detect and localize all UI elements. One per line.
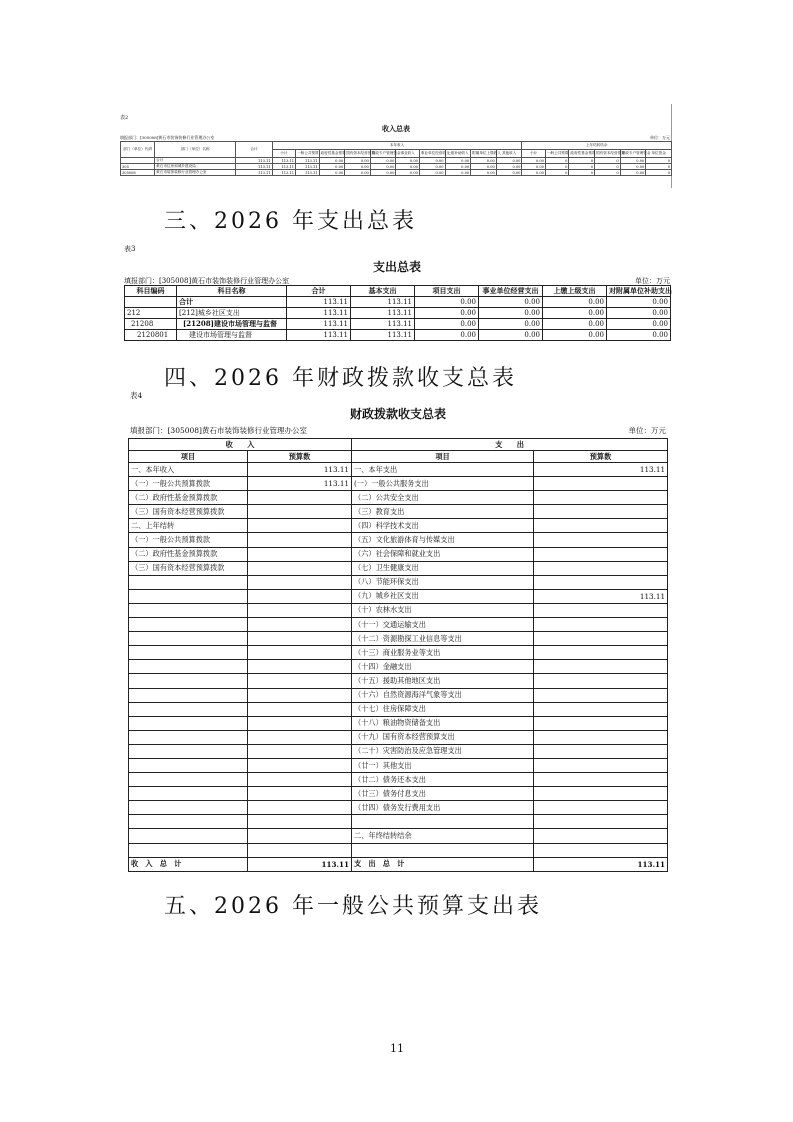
table3-row <box>129 603 668 617</box>
expense-item-cell: （六）社会保障和就业支出 <box>352 547 534 561</box>
income-item-cell <box>129 632 248 646</box>
table2-value-cell: 113.11 <box>351 297 415 308</box>
table2-value-cell: 113.11 <box>287 319 351 330</box>
table1-header-cell: 合计 <box>236 142 272 158</box>
table1-value-cell: 0.00 <box>319 158 345 164</box>
income-item-cell: （三）国有资本经营预算拨款 <box>129 561 248 575</box>
table1-value-cell: 0.00 <box>471 164 497 170</box>
table3-row <box>129 744 668 758</box>
table1-value-cell: 0.00 <box>345 170 371 176</box>
expense-total-label: 支 出 总 计 <box>352 857 534 871</box>
expense-item-cell: 一、本年支出 <box>352 463 534 477</box>
expense-amount-cell <box>534 674 668 688</box>
expense-header: 支 出 <box>352 439 668 451</box>
income-item-cell <box>129 660 248 674</box>
income-amount-cell <box>248 618 352 632</box>
table2-value-cell: 0.00 <box>415 319 479 330</box>
table2-row <box>125 319 671 330</box>
expense-amount-cell <box>534 477 668 491</box>
table1-header-cell: 部门（单位）代码 <box>121 142 155 158</box>
table3-title: 财政拨款收支总表 <box>349 407 446 421</box>
table1-value-cell: 0 <box>595 170 621 176</box>
income-amount-cell <box>248 533 352 547</box>
expense-amount-cell <box>534 773 668 787</box>
table3-row <box>129 787 668 801</box>
income-total-label: 收 入 总 计 <box>129 857 248 871</box>
table1-value-cell: 0 <box>569 170 595 176</box>
table1-value-cell: 0.00 <box>370 164 396 170</box>
table3-unit: 单位：万元 <box>628 426 666 435</box>
table3-row <box>129 829 668 843</box>
table3-row <box>129 773 668 787</box>
table1-name-cell: 合计 <box>155 158 236 164</box>
table3-row <box>129 758 668 772</box>
income-item-cell: 一、本年收入 <box>129 463 248 477</box>
expense-amount-cell <box>534 801 668 815</box>
table1-header-cell: 政府性基金预算 <box>319 150 345 158</box>
expense-item-cell: （十二）资源勘探工业信息等支出 <box>352 632 534 646</box>
income-item-cell <box>129 829 248 843</box>
expense-item-cell: （十三）商业服务业等支出 <box>352 646 534 660</box>
table2-value-cell: 0.00 <box>543 319 607 330</box>
table1-header-cell: 事业单位经营收入 <box>419 150 445 158</box>
expense-amount-cell <box>534 632 668 646</box>
expense-item-cell: （十六）自然资源海洋气象等支出 <box>352 688 534 702</box>
table1-header-cell: 单位资金 <box>646 150 672 158</box>
table3-header-row <box>129 439 668 451</box>
table1-value-cell: 113.11 <box>236 158 272 164</box>
table1-header-row <box>121 142 672 150</box>
table3-header-row <box>129 451 668 463</box>
income-item-cell <box>129 773 248 787</box>
table1-name-cell: 黄石市装饰装修行业管理办公室 <box>155 170 236 176</box>
table1-title: 收入总表 <box>382 124 410 133</box>
table1-value-cell: 0 <box>569 158 595 164</box>
expense-item-cell: （廿二）债务还本支出 <box>352 773 534 787</box>
expense-amount-cell <box>534 519 668 533</box>
expense-item-cell: （廿四）债务发行费用支出 <box>352 801 534 815</box>
expense-item-cell: （十）农林水支出 <box>352 603 534 617</box>
table2-row <box>125 308 671 319</box>
table3-row <box>129 815 668 829</box>
table1-row <box>121 170 672 176</box>
income-amount-cell <box>248 519 352 533</box>
income-amount-cell <box>248 730 352 744</box>
table1-label: 表2 <box>120 115 129 121</box>
table1-header-cell: 国有资本经营预算 <box>345 150 371 158</box>
table2-value-cell: 113.11 <box>351 308 415 319</box>
income-amount-cell <box>248 575 352 589</box>
table1-value-cell: 0.00 <box>445 158 471 164</box>
table1-code-cell: 305008 <box>121 170 155 176</box>
table1-value-cell: 0 <box>545 170 568 176</box>
expense-amount-cell <box>534 646 668 660</box>
table2-code-cell: 212 <box>125 308 177 319</box>
table1-value-cell: 113.11 <box>272 170 295 176</box>
income-item-cell <box>129 702 248 716</box>
table2-value-cell: 0.00 <box>479 308 543 319</box>
income-amount-cell <box>248 829 352 843</box>
income-amount-cell <box>248 603 352 617</box>
table1-unit: 单位：万元 <box>650 135 670 140</box>
table2-row <box>125 297 671 308</box>
expense-amount-cell: 113.11 <box>534 589 668 603</box>
table2-header-cell: 科目编码 <box>125 286 177 297</box>
income-item-cell <box>129 674 248 688</box>
table3-row <box>129 533 668 547</box>
table3-row <box>129 463 668 477</box>
table2-value-cell: 113.11 <box>351 330 415 341</box>
expense-item-header: 项目 <box>352 451 534 463</box>
table2-value-cell: 0.00 <box>607 330 671 341</box>
expense-total-value: 113.11 <box>534 857 668 871</box>
expense-item-cell: （十一）交通运输支出 <box>352 618 534 632</box>
table2-name-cell: 合计 <box>177 297 287 308</box>
income-amount-cell <box>248 688 352 702</box>
income-item-cell <box>129 744 248 758</box>
table2-value-cell: 0.00 <box>543 308 607 319</box>
table1-header-cell: 其他收入 <box>496 150 522 158</box>
table1-value-cell: 0.00 <box>620 158 646 164</box>
expense-amount-cell <box>534 547 668 561</box>
table1-value-cell: 0.00 <box>471 158 497 164</box>
table1-value-cell: 0.00 <box>319 164 345 170</box>
income-item-cell: （三）国有资本经营预算拨款 <box>129 505 248 519</box>
table1-name-cell: 黄石市住房和城乡建设局 <box>155 164 236 170</box>
income-item-cell <box>129 815 248 829</box>
expense-amount-cell <box>534 843 668 857</box>
income-item-cell <box>129 603 248 617</box>
expense-item-cell: （三）教育支出 <box>352 505 534 519</box>
table1-value-cell: 0.00 <box>620 170 646 176</box>
expense-amount-cell <box>534 561 668 575</box>
table1-header-cell: 上级补助收入 <box>445 150 471 158</box>
expense-amount-cell <box>534 829 668 843</box>
income-amount-cell <box>248 491 352 505</box>
table2-header-row <box>125 286 671 297</box>
table1-value-cell: 113.11 <box>272 164 295 170</box>
table2-name-cell: 建设市场管理与监督 <box>177 330 287 341</box>
table1-value-cell: 0.00 <box>620 164 646 170</box>
table2-dept: 填报部门：[305008]黄石市装饰装修行业管理办公室 <box>124 277 290 285</box>
income-amount-cell <box>248 815 352 829</box>
table2-value-cell: 0.00 <box>415 330 479 341</box>
table1-value-cell: 0.00 <box>345 164 371 170</box>
income-item-cell <box>129 730 248 744</box>
income-amount-cell <box>248 801 352 815</box>
income-item-cell <box>129 758 248 772</box>
table2-value-cell: 0.00 <box>607 319 671 330</box>
expense-amount-cell <box>534 533 668 547</box>
expense-item-cell: （十七）住房保障支出 <box>352 702 534 716</box>
income-item-cell <box>129 801 248 815</box>
expense-item-cell: （五）文化旅游体育与传媒支出 <box>352 533 534 547</box>
expense-amount-cell <box>534 758 668 772</box>
expense-item-cell: （八）节能环保支出 <box>352 575 534 589</box>
expense-amount-cell <box>534 702 668 716</box>
income-item-header: 项目 <box>129 451 248 463</box>
expense-item-cell: （四）科学技术支出 <box>352 519 534 533</box>
table1-value-cell: 0.00 <box>396 158 419 164</box>
income-item-cell <box>129 843 248 857</box>
expense-amount-cell <box>534 716 668 730</box>
table3-row <box>129 801 668 815</box>
table2-value-cell: 0.00 <box>415 297 479 308</box>
expense-item-cell: （七）卫生健康支出 <box>352 561 534 575</box>
expenditure-summary-table <box>124 285 671 341</box>
table3-row <box>129 688 668 702</box>
table3-row <box>129 632 668 646</box>
table3-row <box>129 547 668 561</box>
expense-item-cell: （九）城乡社区支出 <box>352 589 534 603</box>
expense-item-cell: （十四）金融支出 <box>352 660 534 674</box>
expense-item-cell: （十五）援助其他地区支出 <box>352 674 534 688</box>
income-amount-cell <box>248 773 352 787</box>
table1-value-cell: 0.00 <box>319 170 345 176</box>
table2-header-cell: 科目名称 <box>177 286 287 297</box>
table1-header-cell: 一般公共预算 <box>296 150 319 158</box>
expense-amount-cell <box>534 660 668 674</box>
income-amount-cell <box>248 716 352 730</box>
table3-row <box>129 618 668 632</box>
expense-amount-cell <box>534 491 668 505</box>
income-item-cell: （一）一般公共预算拨款 <box>129 533 248 547</box>
table1-value-cell: 0.00 <box>522 158 545 164</box>
expense-amount-cell <box>534 688 668 702</box>
table1-header-cell: 一般公共预算 <box>545 150 568 158</box>
table2-code-cell <box>125 297 177 308</box>
expense-item-cell: （廿一）其他支出 <box>352 758 534 772</box>
expense-amount-cell <box>534 744 668 758</box>
table1-value-cell: 0.00 <box>445 164 471 170</box>
table3-total-row <box>129 857 668 871</box>
table1-value-cell: 0 <box>545 164 568 170</box>
table1-value-cell: 0 <box>646 164 672 170</box>
table1-code-cell: 305 <box>121 164 155 170</box>
income-amount-header: 预算数 <box>248 451 352 463</box>
table2-row <box>125 330 671 341</box>
table1-value-cell: 113.11 <box>296 170 319 176</box>
income-item-cell <box>129 575 248 589</box>
income-amount-cell <box>248 561 352 575</box>
table3-row <box>129 491 668 505</box>
table2-value-cell: 0.00 <box>479 319 543 330</box>
table1-value-cell: 0.00 <box>370 158 396 164</box>
table1-value-cell: 113.11 <box>272 158 295 164</box>
table1-value-cell: 0 <box>646 158 672 164</box>
income-header: 收 入 <box>129 439 352 451</box>
income-summary-table <box>120 141 672 176</box>
table3-dept: 填报部门：[305008]黄石市装饰装修行业管理办公室 <box>130 426 307 435</box>
table1-value-cell: 0.00 <box>522 170 545 176</box>
table1-header-cell: 部门（单位）名称 <box>155 142 236 158</box>
table3-row <box>129 702 668 716</box>
table2-value-cell: 0.00 <box>543 330 607 341</box>
table3-row <box>129 561 668 575</box>
table2-title: 支出总表 <box>372 260 421 274</box>
expense-item-cell: （廿三）债务付息支出 <box>352 787 534 801</box>
table2-value-cell: 0.00 <box>479 330 543 341</box>
income-item-cell <box>129 716 248 730</box>
table1-value-cell: 0 <box>545 158 568 164</box>
fiscal-appropriation-table <box>128 438 668 872</box>
expense-item-cell: 二、年终结转结余 <box>352 829 534 843</box>
table2-header-cell: 事业单位经营支出 <box>479 286 543 297</box>
table3-label: 表4 <box>130 391 143 400</box>
table1-header-cell: 附属单位上缴收入 <box>471 150 497 158</box>
table1-value-cell: 0 <box>569 164 595 170</box>
table3-row <box>129 477 668 491</box>
table2-value-cell: 0.00 <box>607 308 671 319</box>
table3-row <box>129 505 668 519</box>
table1-header-cell: 本年收入 <box>272 142 522 150</box>
table1-value-cell: 0.00 <box>496 170 522 176</box>
page-number: 11 <box>390 1042 404 1055</box>
table3-row <box>129 730 668 744</box>
table1-value-cell: 0 <box>595 164 621 170</box>
income-total-value: 113.11 <box>248 857 352 871</box>
table3-row <box>129 575 668 589</box>
income-item-cell: （二）政府性基金预算拨款 <box>129 547 248 561</box>
table1-value-cell: 0.00 <box>345 158 371 164</box>
table2-code-cell: 21208 <box>125 319 177 330</box>
income-amount-cell: 113.11 <box>248 477 352 491</box>
section-heading-3: 三、2026 年支出总表 <box>164 209 417 234</box>
expense-amount-cell <box>534 618 668 632</box>
table2-header-cell: 项目支出 <box>415 286 479 297</box>
income-amount-cell <box>248 632 352 646</box>
expense-amount-cell <box>534 575 668 589</box>
expense-amount-cell: 113.11 <box>534 463 668 477</box>
table1-value-cell: 113.11 <box>296 158 319 164</box>
table1-value-cell: 0.00 <box>419 158 445 164</box>
income-item-cell: （二）政府性基金预算拨款 <box>129 491 248 505</box>
table1-value-cell: 0.00 <box>396 170 419 176</box>
income-amount-cell <box>248 674 352 688</box>
income-amount-cell <box>248 660 352 674</box>
table2-value-cell: 0.00 <box>415 308 479 319</box>
section-heading-5: 五、2026 年一般公共预算支出表 <box>164 894 542 919</box>
table1-header-cell: 事业收入 <box>396 150 419 158</box>
expense-amount-cell <box>534 603 668 617</box>
section-heading-4: 四、2026 年财政拨款收支总表 <box>164 366 517 391</box>
table1-value-cell: 0.00 <box>496 164 522 170</box>
table1-value-cell: 0 <box>595 158 621 164</box>
table1-header-cell: 上年结转结余 <box>522 142 672 150</box>
income-amount-cell <box>248 505 352 519</box>
table2-value-cell: 0.00 <box>607 297 671 308</box>
table1-value-cell: 0.00 <box>522 164 545 170</box>
table1-value-cell: 0.00 <box>419 164 445 170</box>
table2-header-cell: 基本支出 <box>351 286 415 297</box>
income-amount-cell <box>248 744 352 758</box>
expense-item-cell <box>352 843 534 857</box>
table1-dept: 填报部门：[305008]黄石市装饰装修行业管理办公室 <box>120 135 215 140</box>
table3-row <box>129 843 668 857</box>
income-item-cell <box>129 589 248 603</box>
table1-value-cell: 0.00 <box>445 170 471 176</box>
table1-header-cell: 财政专户管理资金 <box>370 150 396 158</box>
income-amount-cell: 113.11 <box>248 463 352 477</box>
table1-header-cell: 财政专户管理资金 <box>620 150 646 158</box>
table1-value-cell: 0 <box>646 170 672 176</box>
table1-value-cell: 0.00 <box>496 158 522 164</box>
table2-value-cell: 113.11 <box>351 319 415 330</box>
table3-row <box>129 589 668 603</box>
table1-value-cell: 113.11 <box>236 164 272 170</box>
table2-unit: 单位：万元 <box>635 277 670 285</box>
expense-amount-cell <box>534 730 668 744</box>
table2-header-cell: 合计 <box>287 286 351 297</box>
expense-amount-cell <box>534 505 668 519</box>
table2-code-cell: 2120801 <box>125 330 177 341</box>
expense-amount-cell <box>534 787 668 801</box>
expense-item-cell: （二）公共安全支出 <box>352 491 534 505</box>
table1-value-cell: 113.11 <box>296 164 319 170</box>
table1-header-cell: 小计 <box>272 150 295 158</box>
income-item-cell <box>129 787 248 801</box>
table1-header-cell: 政府性基金预算 <box>569 150 595 158</box>
expense-item-cell: （二十）灾害防治及应急管理支出 <box>352 744 534 758</box>
income-amount-cell <box>248 758 352 772</box>
table2-header-cell: 对附属单位补助支出 <box>607 286 671 297</box>
table2-name-cell: [21208]建设市场管理与监督 <box>177 319 287 330</box>
expense-item-cell: （十八）粮油物资储备支出 <box>352 716 534 730</box>
table2-name-cell: [212]城乡社区支出 <box>177 308 287 319</box>
income-amount-cell <box>248 843 352 857</box>
table1-header-cell: 小计 <box>522 150 545 158</box>
income-amount-cell <box>248 589 352 603</box>
expense-item-cell <box>352 815 534 829</box>
table2-value-cell: 0.00 <box>479 297 543 308</box>
income-item-cell <box>129 646 248 660</box>
table1-value-cell: 0.00 <box>396 164 419 170</box>
table3-row <box>129 716 668 730</box>
table1-header-cell: 国有资本经营预算 <box>595 150 621 158</box>
table2-value-cell: 113.11 <box>287 308 351 319</box>
table1-value-cell: 0.00 <box>471 170 497 176</box>
table2-value-cell: 113.11 <box>287 330 351 341</box>
expense-amount-header: 预算数 <box>534 451 668 463</box>
income-amount-cell <box>248 702 352 716</box>
table2-label: 表3 <box>124 245 136 253</box>
table1-value-cell: 0.00 <box>370 170 396 176</box>
table3-row <box>129 674 668 688</box>
income-amount-cell <box>248 547 352 561</box>
table3-row <box>129 660 668 674</box>
income-item-cell: （一）一般公共预算拨款 <box>129 477 248 491</box>
expense-amount-cell <box>534 815 668 829</box>
table2-value-cell: 0.00 <box>543 297 607 308</box>
table3-row <box>129 646 668 660</box>
income-item-cell: 二、上年结转 <box>129 519 248 533</box>
table3-row <box>129 519 668 533</box>
table1-value-cell: 113.11 <box>236 170 272 176</box>
income-item-cell <box>129 688 248 702</box>
income-item-cell <box>129 618 248 632</box>
income-amount-cell <box>248 787 352 801</box>
expense-item-cell: (一）一般公共服务支出 <box>352 477 534 491</box>
income-amount-cell <box>248 646 352 660</box>
table2-header-cell: 上缴上级支出 <box>543 286 607 297</box>
expense-item-cell: （十九）国有资本经营预算支出 <box>352 730 534 744</box>
table1-value-cell: 0.00 <box>419 170 445 176</box>
table2-value-cell: 113.11 <box>287 297 351 308</box>
